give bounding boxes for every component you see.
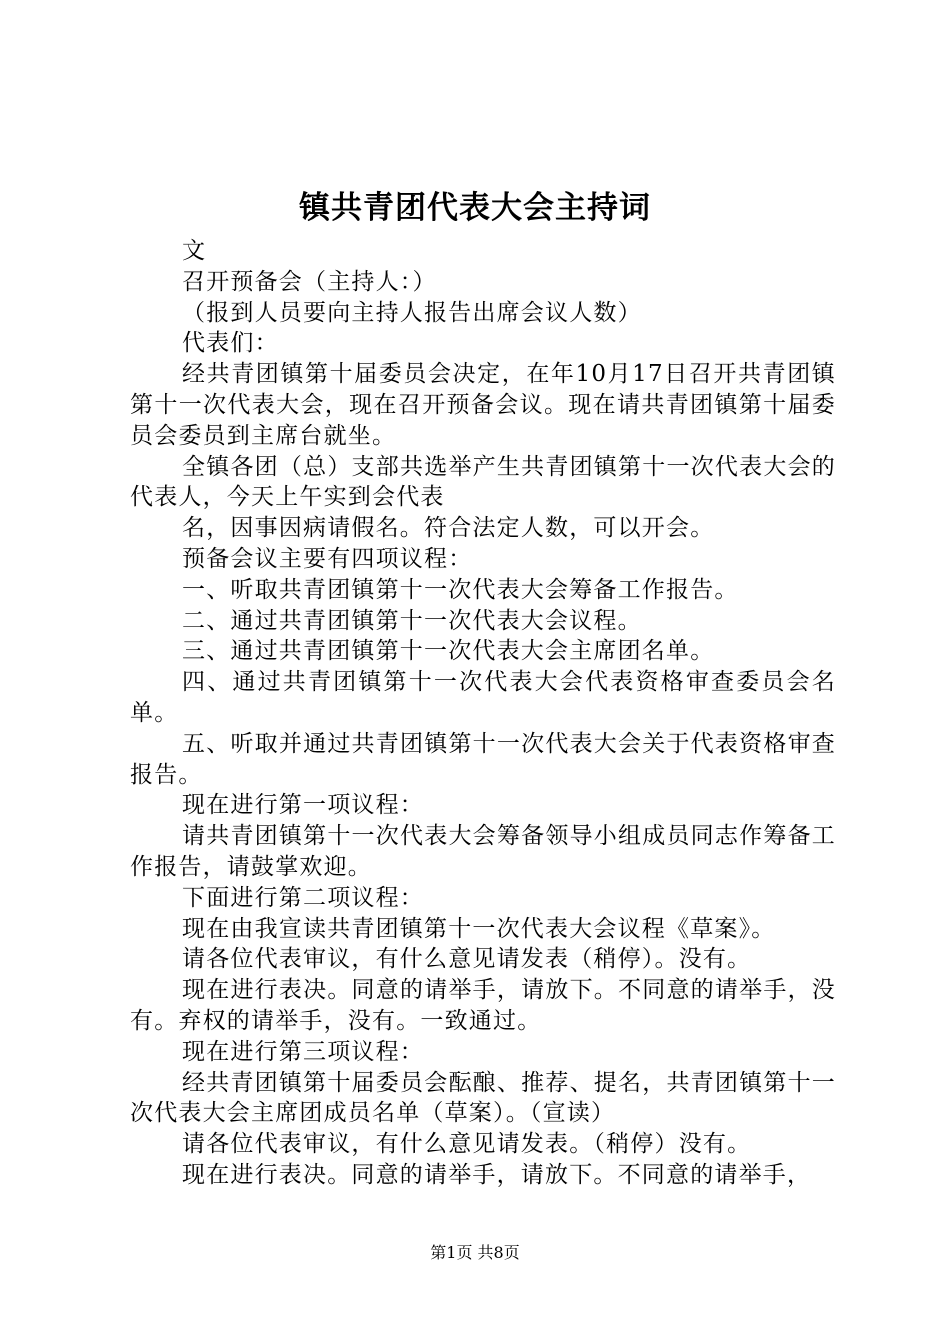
paragraph: 现在进行表决。同意的请举手，请放下。不同意的请举手， (182, 1161, 812, 1188)
paragraph: 文 (182, 238, 207, 264)
paragraph: 请共青团镇第十一次代表大会筹备领导小组成员同志作筹备工作报告，请鼓掌欢迎。 (130, 823, 836, 880)
paragraph: 请各位代表审议，有什么意见请发表。（稍停）没有。 (182, 1131, 752, 1158)
page-footer: 第1页 共8页 (430, 1243, 520, 1262)
paragraph: 下面进行第二项议程： (182, 884, 424, 911)
paragraph: 预备会议主要有四项议程： (182, 545, 473, 572)
paragraph: 请各位代表审议，有什么意见请发表（稍停）。没有。 (182, 946, 752, 973)
paragraph: 现在进行第一项议程： (182, 792, 424, 819)
paragraph: 二、通过共青团镇第十一次代表大会议程。 (182, 607, 642, 634)
paragraph: 四、通过共青团镇第十一次代表大会代表资格审查委员会名单。 (130, 669, 836, 726)
paragraph: 全镇各团（总）支部共选举产生共青团镇第十一次代表大会的代表人，今天上午实到会代表 (130, 453, 836, 511)
document-title: 镇共青团代表大会主持词 (299, 190, 651, 226)
paragraph: （报到人员要向主持人报告出席会议人数） (182, 299, 642, 326)
paragraph: 现在进行表决。同意的请举手，请放下。不同意的请举手，没有。弃权的请举手，没有。一致通过。 (130, 977, 836, 1034)
paragraph: 三、通过共青团镇第十一次代表大会主席团名单。 (182, 638, 715, 665)
paragraph: 召开预备会（主持人：） (182, 268, 437, 295)
document-body (130, 236, 836, 1191)
paragraph: 代表们： (182, 330, 279, 357)
paragraph: 经共青团镇第十届委员会酝酿、推荐、提名，共青团镇第十一次代表大会主席团成员名单（草案）。（宣读） (130, 1069, 836, 1127)
paragraph: 经共青团镇第十届委员会决定，在年10月17日召开共青团镇第十一次代表大会，现在召开预备会议。现在请共青团镇第十届委员会委员到主席台就坐。 (130, 361, 836, 449)
paragraph: 名，因事因病请假名。符合法定人数，可以开会。 (182, 515, 715, 542)
paragraph: 五、听取并通过共青团镇第十一次代表大会关于代表资格审查报告。 (130, 730, 836, 788)
paragraph: 现在由我宣读共青团镇第十一次代表大会议程《草案》。 (182, 915, 776, 942)
paragraph: 现在进行第三项议程： (182, 1038, 424, 1065)
paragraph: 一、听取共青团镇第十一次代表大会筹备工作报告。 (182, 576, 739, 603)
